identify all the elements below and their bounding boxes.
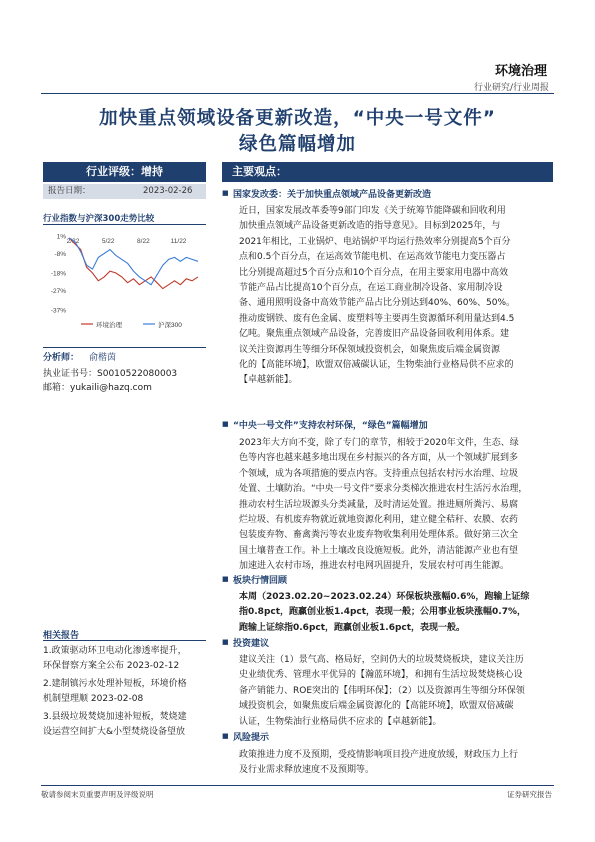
y-tick-label: -27% <box>50 288 66 296</box>
section-bullet-icon: ■ <box>222 638 229 646</box>
paragraph-line: 2021年相比，工业锅炉、电站锅炉平均运行热效率分别提高5个百分 <box>239 236 511 247</box>
legend-label: 环境治理 <box>96 322 122 329</box>
paragraph-line: 认证，生物柴油行业格局供不应求的【卓越新能】。 <box>239 716 442 727</box>
paragraph-line: 加速进入农村市场，推进农村电网巩固提升，发展农村可再生能源。 <box>239 561 510 572</box>
paragraph-line: 指0.8pct，跑赢创业板1.4pct，表现一般；公用事业板块涨幅0.7%， <box>239 607 527 618</box>
paragraph-line: 点和0.5个百分点，在运高效节能电机、在运高效节能电力变压器占 <box>239 252 506 263</box>
paragraph-line: 推动废钢铁、废有色金属、废塑料等主要再生资源循环利用量达到4.5 <box>239 313 515 324</box>
paragraph-line: 色等内容也越来越多地出现在乡村振兴的各方面，从一个领域扩展到多 <box>239 453 519 464</box>
paragraph-line: 加快重点领域产品设备更新改造的指导意见》。目标到2025年，与 <box>239 221 501 232</box>
section-bullet-icon: ■ <box>222 732 229 740</box>
related-reports-rule <box>43 640 206 641</box>
paragraph-line: 政策推进力度不及预期，受疫情影响项目投产进度放缓，财政压力上行 <box>239 750 519 760</box>
related-reports-title: 相关报告 <box>43 631 80 641</box>
paragraph-line: 备、通用照明设备中高效节能产品占比分别达到40%、60%、50%。 <box>239 298 516 309</box>
series-line <box>66 238 198 289</box>
footer-disclaimer: 敬请参阅末页重要声明及评级说明 <box>41 790 154 799</box>
section-bullet-icon: ■ <box>222 575 229 583</box>
paragraph-line: 建议关注（1）景气高、格局好，空间仍大的垃圾焚烧板块，建议关注历 <box>239 655 524 665</box>
related-report-line[interactable]: 3.县级垃圾焚烧加速补短板，焚烧建 <box>43 712 187 722</box>
related-report-line[interactable]: 2.建制镇污水处理补短板，环境价格 <box>43 679 187 689</box>
related-report-line[interactable]: 设运营空间扩大&小型焚烧设备望放 <box>43 727 186 737</box>
paragraph-line: 近日，国家发展改革委等9部门印发《关于统筹节能降碳和回收利用 <box>239 206 506 216</box>
paragraph-line: 包装废弃物、畜禽粪污等农业废弃物收集利用处理体系。做好第三次全 <box>239 530 519 541</box>
footer-label: 证券研究报告 <box>507 790 552 799</box>
paragraph-line: 域投资机会，如聚焦废后端金属资源化的【高能环境】，欧盟双倍减碳 <box>239 701 514 712</box>
header-divider <box>41 93 554 94</box>
paragraph-line: 2023年大方向不变，除了专门的章节，相较于2020年文件，生态、绿 <box>239 438 519 448</box>
analyst-label: 分析师： <box>43 353 80 363</box>
footer-divider <box>41 785 554 786</box>
section-title: 投资建议 <box>233 639 270 649</box>
x-tick-label: 5/22 <box>101 238 115 245</box>
x-tick-label: 2/22 <box>66 238 80 245</box>
paragraph-line: 议关注资源再生等细分环保领域投资机会，如聚焦废后端金属资源 <box>239 344 501 355</box>
chart-title: 行业指数与沪深300走势比较 <box>43 214 155 224</box>
paragraph-line: 个领域，成为各项措施的要点内容。支持重点包括农村污水治理、垃圾 <box>239 468 519 479</box>
report-category: 行业研究/行业周报 <box>473 83 549 93</box>
report-title-line2: 绿色篇幅增加 <box>238 134 356 155</box>
paragraph-line: 化的【高能环境】，欧盟双倍减碳认证，生物柴油行业格局供不应求的 <box>239 360 514 370</box>
related-report-line[interactable]: 环保督察方案全公布 2023-02-12 <box>43 661 180 671</box>
section-title: 板块行情回顾 <box>233 576 288 586</box>
index-comparison-chart <box>43 228 206 338</box>
paragraph-line: 节能产品占比提高10个百分点，在运工商业制冷设备、家用制冷设 <box>239 283 503 293</box>
paragraph-line: 跑输上证综指0.6pct，跑赢创业板1.6pct，表现一般。 <box>239 622 466 633</box>
section-title: “中央一号文件”支持农村环保，“绿色”篇幅增加 <box>233 421 428 431</box>
y-tick-label: -37% <box>50 307 66 315</box>
paragraph-line: 本周（2023.02.20~2023.02.24）环保板块涨幅0.6%，跑输上证综 <box>239 592 530 602</box>
report-date-row <box>43 184 206 199</box>
section-title: 国家发改委：关于加快重点领域产品设备更新改造 <box>233 190 432 200</box>
y-tick-label: -8% <box>54 251 66 259</box>
analyst-email: 邮箱：yukaili@hazq.com <box>43 383 152 393</box>
paragraph-line: 国土壤普查工作。补上土壤改良设施短板。此外，清洁能源产业也有望 <box>239 545 519 556</box>
analyst-rule <box>43 347 206 348</box>
paragraph-line: 烂垃圾、有机废弃物就近就地资源化利用，建立健全秸秆、农膜、农药 <box>239 515 519 525</box>
y-tick-label: 1% <box>56 233 66 241</box>
paragraph-line: 比分别提高超过5个百分点和10个百分点，在用主要家用电器中高效 <box>239 267 509 278</box>
legend-label: 沪深300 <box>158 322 182 329</box>
x-tick-label: 11/22 <box>170 238 187 245</box>
paragraph-line: 及行业需求释放速度不及预期等。 <box>239 765 375 776</box>
report-date-label: 报告日期： <box>48 186 91 196</box>
analyst-name: 俞楷茵 <box>89 353 117 363</box>
main-points-heading: 主要观点： <box>232 165 287 178</box>
chart-title-rule <box>43 224 206 225</box>
certificate-number: 执业证书号：S0010522080003 <box>43 369 178 379</box>
paragraph-line: 【卓越新能】。 <box>239 375 298 386</box>
report-title-line1: 加快重点领域设备更新改造，“中央一号文件” <box>99 108 496 129</box>
sector-name: 环境治理 <box>494 64 547 79</box>
x-tick-label: 8/22 <box>137 238 150 245</box>
paragraph-line: 推动农村生活垃圾源头分类减量，及时清运处置。推进厕所粪污、易腐 <box>239 499 519 510</box>
paragraph-line: 史业绩优秀、管理水平优异的【瀚蓝环境】，和拥有生活垃圾焚烧核心设 <box>239 670 523 681</box>
report-date-value: 2023-02-26 <box>143 186 193 196</box>
related-report-line[interactable]: 机制望理顺 2023-02-08 <box>43 694 144 704</box>
paragraph-line: 处置、土壤防治。“中央一号文件”要求分类梯次推进农村生活污水治理， <box>239 484 528 495</box>
section-title: 风险提示 <box>233 733 270 743</box>
paragraph-line: 亿吨。聚焦重点领域产品设备，完善废旧产品设备回收利用体系。建 <box>239 329 510 340</box>
y-tick-label: -18% <box>50 270 66 278</box>
paragraph-line: 备产销能力、ROE突出的【伟明环保】；（2）以及资源再生等细分环保领 <box>239 685 525 696</box>
related-report-line[interactable]: 1.政策驱动环卫电动化渗透率提升， <box>43 646 187 656</box>
industry-rating: 行业评级：增持 <box>43 162 206 182</box>
section-bullet-icon: ■ <box>222 420 229 428</box>
section-bullet-icon: ■ <box>222 189 229 197</box>
